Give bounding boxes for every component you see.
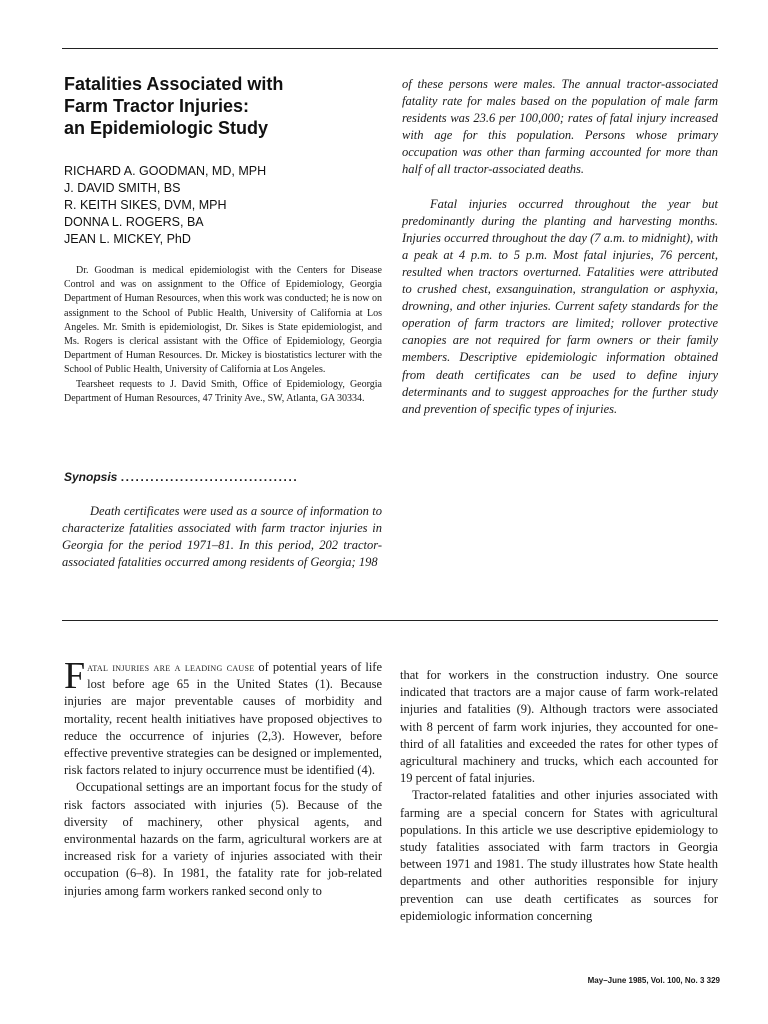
body-paragraph: [64, 655, 382, 779]
author: J. DAVID SMITH, BS: [64, 181, 181, 195]
synopsis-heading: [64, 469, 382, 485]
title-line-1: Fatalities Associated with: [64, 74, 284, 94]
body-left-column: [64, 655, 382, 900]
tearsheet-request: Tearsheet requests to J. David Smith, Office of Epidemiology, Georgia Department of Human Resources, 47 Trinity Ave., SW, Atlanta, GA 30334.: [64, 378, 382, 404]
title-line-2: Farm Tractor Injuries:: [64, 96, 250, 116]
synopsis-right-column: [402, 76, 718, 418]
drop-cap: F: [64, 655, 86, 697]
author-list: [64, 163, 384, 248]
author: JEAN L. MICKEY, PhD: [64, 232, 191, 246]
synopsis-paragraph-continued: of these persons were males. The annual tractor-associated fatality rate for males based on the population of male farm residents was 23.6 per 100,000; rates of fatal injury increased with age for this population. Persons whose primary occupation was other than farming accounted for more than half of all tractor-associated deaths.: [402, 77, 718, 177]
lead-in-smallcaps: atal injuries are a leading cause: [87, 660, 255, 674]
article-title: [64, 73, 384, 139]
top-rule: [62, 48, 718, 49]
author: R. KEITH SIKES, DVM, MPH: [64, 198, 227, 212]
synopsis-leader-dots: ....................................: [120, 470, 299, 484]
author: RICHARD A. GOODMAN, MD, MPH: [64, 164, 267, 178]
body-paragraph: Occupational settings are an important focus for the study of risk factors associated with injuries (5). Because of the diversity of machinery, other physical agents, and environmental hazards on the farm, agricultural workers are at increased risk for a variety of injuries associated with their occupation (6–8). In 1981, the fatality rate for job-related injuries among farm workers ranked second only to: [64, 780, 382, 898]
synopsis-paragraph: Fatal injuries occurred throughout the year but predominantly during the planting and harvesting months. Injuries occurred throughout the day (7 a.m. to midnight), with a peak at 4 p.m. to 5 p.m. Most fatal injuries, 76 percent, resulted when tractors overturned. Fatalities were attributed to crushed chest, exsanguination, strangulation or asphyxia, drowning, and other injuries. Current safety standards for the operation of farm tractors are limited; rollover protective canopies are not required for farm owners or their family members. Descriptive epidemiologic information obtained from death certificates can be used to define injury determinants and to suggest approaches for the further study and prevention of specific types of injuries.: [402, 196, 718, 416]
synopsis-label: Synopsis: [64, 470, 118, 484]
body-text: of potential years of life lost before age 65 in the United States (1). Because injuries are major preventable causes of morbidity and mortality, recent health initiatives have proposed objectives to reduce the occurrence of injuries (2,3). However, before effective preventive strategies can be designed or implemented, risk factors related to injury occurrence must be identified (4).: [64, 660, 382, 778]
body-right-column: [400, 667, 718, 925]
synopsis-left-column: [62, 503, 382, 571]
author-affiliations: [64, 264, 382, 406]
synopsis-paragraph: Death certificates were used as a source of information to characterize fatalities associated with farm tractor injuries in Georgia for the period 1971–81. In this period, 202 tractor-associated fatalities occurred among residents of Georgia; 198: [62, 504, 382, 569]
title-line-3: an Epidemiologic Study: [64, 118, 269, 138]
body-paragraph: that for workers in the construction industry. One source indicated that tractors are a major cause of farm work-related injuries and fatalities (9). Although tractors were associated with 8 percent of farm work injuries, they accounted for one-third of all fatalities and exceeded the rates for other types of agricultural machinery and trucks, which each accounted for 19 percent of fatal injuries.: [400, 668, 718, 786]
author: DONNA L. ROGERS, BA: [64, 215, 204, 229]
affiliation-paragraph: Dr. Goodman is medical epidemiologist with the Centers for Disease Control and was on assignment to the Office of Epidemiology, Georgia Department of Human Resources, when this work was conducted; he is now on assignment to the School of Public Health, University of California at Los Angeles. Mr. Smith is epidemiologist, Dr. Sikes is State epidemiologist, and Ms. Rogers is clerical assistant with the Office of Epidemiology, Georgia Department of Human Resources. Dr. Mickey is biostatistics lecturer with the School of Public Health, University of California at Los Angeles.: [64, 265, 382, 376]
section-divider-rule: [62, 620, 718, 621]
page-footer: May–June 1985, Vol. 100, No. 3 329: [587, 976, 720, 985]
body-paragraph: Tractor-related fatalities and other injuries associated with farming are a special concern for States with agricultural populations. In this article we use descriptive epidemiology to study fatalities associated with farm tractors in Georgia between 1971 and 1981. The study illustrates how State health departments and other authorities responsible for injury prevention can use death certificates as sources for epidemiologic information concerning: [400, 788, 718, 923]
